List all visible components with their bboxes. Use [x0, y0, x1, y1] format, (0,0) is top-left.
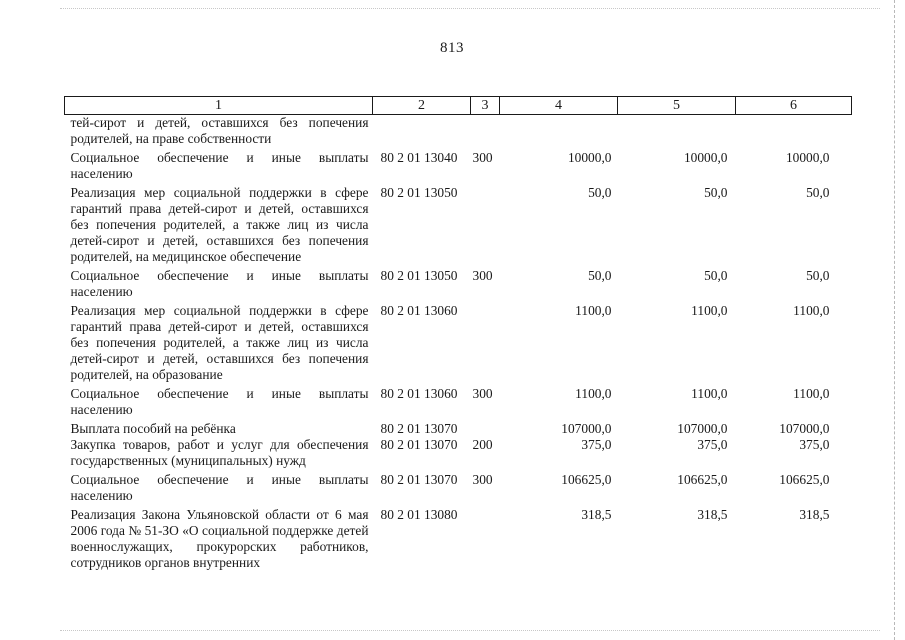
col-header-4: 4 — [500, 97, 618, 115]
row-expense-type — [471, 182, 500, 265]
row-value-6: 318,5 — [799, 507, 830, 522]
row-name: Социальное обеспечение и иные выплаты населению — [70, 472, 369, 503]
row-value-4: 50,0 — [588, 268, 612, 283]
table-row — [65, 115, 852, 148]
col-header-5: 5 — [618, 97, 736, 115]
row-name: Реализация мер социальной поддержки в сфере гарантий права детей-сирот и детей, оставшихся без попечения родителей, а также лиц из числа детей-сирот и детей, оставшихся без попечения родителей, на медицинское обеспечение — [70, 185, 369, 264]
row-expense-type: 300 — [472, 472, 493, 487]
row-value-6: 106625,0 — [779, 472, 830, 487]
row-value-4: 375,0 — [581, 437, 612, 452]
row-value-5: 106625,0 — [677, 472, 728, 487]
row-value-5: 1100,0 — [691, 303, 728, 318]
scan-artifact-bottom — [60, 630, 880, 631]
row-name: Социальное обеспечение и иные выплаты населению — [70, 268, 369, 299]
row-expense-type — [471, 115, 500, 148]
row-value-5 — [618, 115, 736, 148]
row-expense-type: 200 — [472, 437, 493, 452]
row-value-6: 50,0 — [806, 185, 830, 200]
row-value-6: 375,0 — [799, 437, 830, 452]
row-name: Выплата пособий на ребёнка — [70, 421, 236, 436]
row-expense-type: 300 — [472, 150, 493, 165]
row-value-6: 50,0 — [806, 268, 830, 283]
row-name: Социальное обеспечение и иные выплаты населению — [70, 386, 369, 417]
row-value-5: 318,5 — [697, 507, 728, 522]
row-value-4: 10000,0 — [567, 150, 612, 165]
budget-table — [64, 96, 852, 571]
table-row — [65, 182, 852, 265]
row-value-4: 1100,0 — [575, 303, 612, 318]
row-expense-type: 300 — [472, 386, 493, 401]
row-code: 80 2 01 13070 — [380, 472, 458, 487]
scan-artifact-top — [60, 8, 880, 9]
row-code — [373, 115, 471, 148]
row-name: Реализация Закона Ульяновской области от 6 мая 2006 года № 51-ЗО «О социальной поддержке детей военнослужащих, прокурорских работников, сотрудников органов внутренних — [70, 507, 369, 570]
col-header-3: 3 — [471, 97, 500, 115]
col-header-2: 2 — [373, 97, 471, 115]
row-expense-type — [471, 504, 500, 571]
row-code: 80 2 01 13040 — [380, 150, 458, 165]
row-value-5: 107000,0 — [677, 421, 728, 436]
page-number: 813 — [440, 40, 464, 56]
page-edge-line — [894, 0, 895, 640]
row-value-5: 375,0 — [697, 437, 728, 452]
table-row — [65, 147, 852, 182]
row-value-6 — [736, 115, 852, 148]
row-expense-type — [471, 300, 500, 383]
row-code: 80 2 01 13050 — [380, 268, 458, 283]
row-value-6: 1100,0 — [793, 303, 830, 318]
row-code: 80 2 01 13060 — [380, 303, 458, 318]
row-code: 80 2 01 13050 — [380, 185, 458, 200]
row-value-6: 1100,0 — [793, 386, 830, 401]
table-row — [65, 437, 852, 469]
table-row — [65, 418, 852, 437]
row-name: Закупка товаров, работ и услуг для обеспечения государственных (муниципальных) нужд — [70, 437, 369, 468]
row-value-4 — [500, 115, 618, 148]
row-expense-type: 300 — [472, 268, 493, 283]
row-name: Социальное обеспечение и иные выплаты населению — [70, 150, 369, 181]
row-code: 80 2 01 13060 — [380, 386, 458, 401]
row-value-4: 318,5 — [581, 507, 612, 522]
table-row — [65, 469, 852, 504]
row-value-5: 50,0 — [704, 268, 728, 283]
col-header-6: 6 — [736, 97, 852, 115]
row-code: 80 2 01 13070 — [380, 437, 458, 452]
row-value-4: 106625,0 — [561, 472, 612, 487]
table-row — [65, 383, 852, 418]
table-row — [65, 504, 852, 571]
row-value-4: 107000,0 — [561, 421, 612, 436]
row-value-5: 50,0 — [704, 185, 728, 200]
header-row — [65, 97, 852, 115]
row-value-5: 1100,0 — [691, 386, 728, 401]
row-expense-type — [471, 418, 500, 437]
row-value-6: 107000,0 — [779, 421, 830, 436]
row-name: Реализация мер социальной поддержки в сфере гарантий права детей-сирот и детей, оставшихся без попечения родителей, а также лиц из числа детей-сирот и детей, оставшихся без попечения родителей, на образование — [70, 303, 369, 382]
table-row — [65, 300, 852, 383]
row-value-6: 10000,0 — [785, 150, 830, 165]
row-value-4: 50,0 — [588, 185, 612, 200]
row-code: 80 2 01 13070 — [380, 421, 458, 436]
table-row — [65, 265, 852, 300]
row-value-4: 1100,0 — [575, 386, 612, 401]
row-code: 80 2 01 13080 — [380, 507, 458, 522]
row-value-5: 10000,0 — [683, 150, 728, 165]
col-header-1: 1 — [65, 97, 373, 115]
row-name: тей-сирот и детей, оставшихся без попечения родителей, на праве собственности — [70, 115, 369, 146]
